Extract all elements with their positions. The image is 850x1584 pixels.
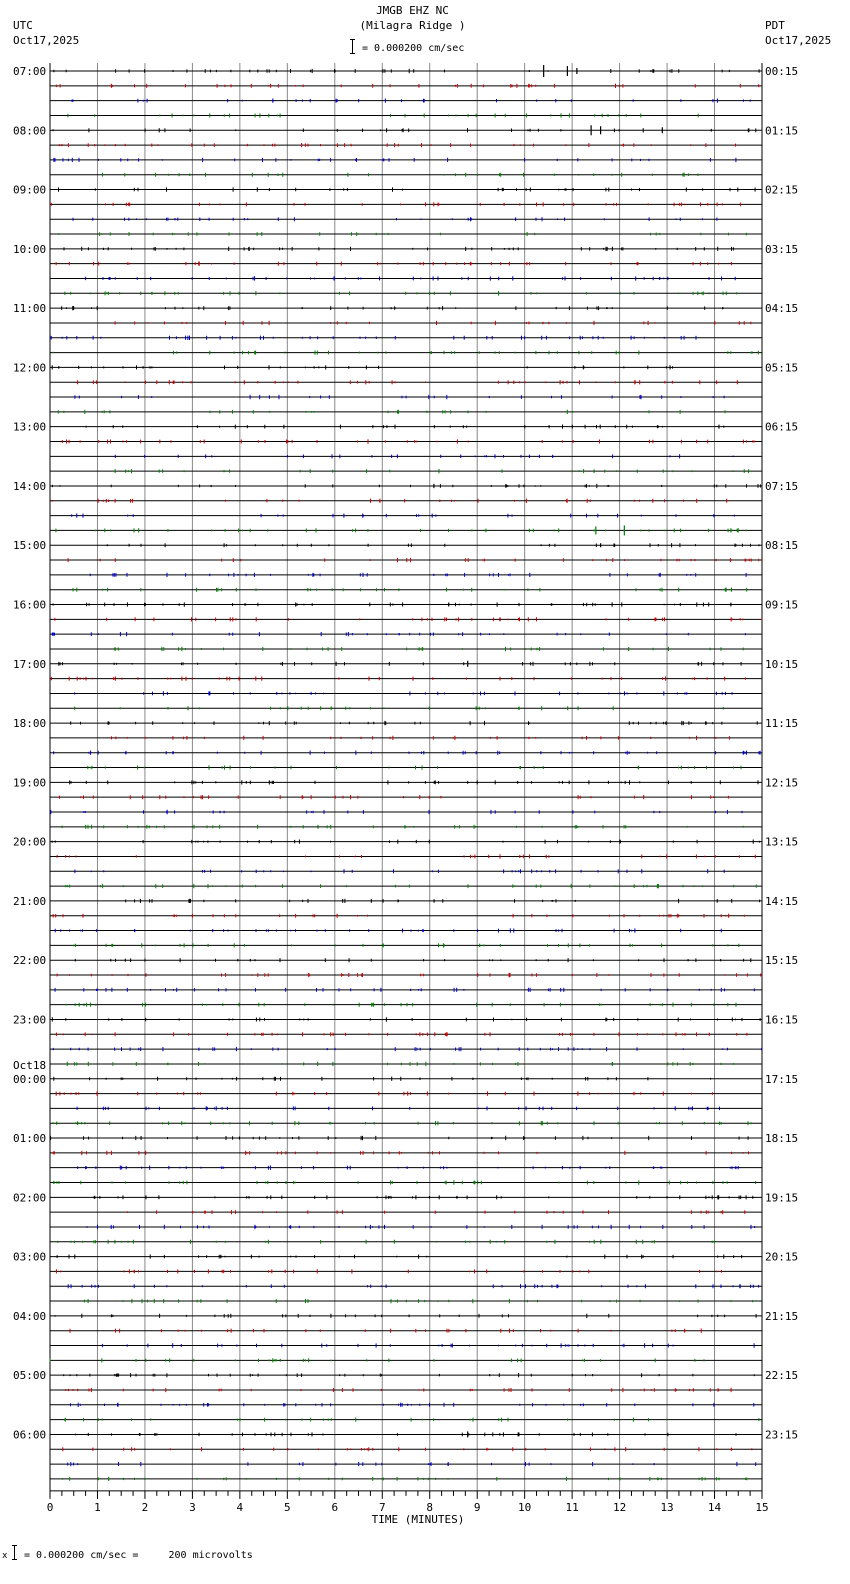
left-timezone: UTC <box>13 19 33 32</box>
utc-hour-label: 21:00 <box>13 894 47 908</box>
scale-label: = 0.000200 cm/sec <box>362 43 465 54</box>
pdt-hour-label: 03:15 <box>765 242 799 256</box>
grid <box>50 63 762 1491</box>
x-axis-title: TIME (MINUTES) <box>371 1512 465 1526</box>
right-timezone: PDT <box>765 19 785 32</box>
pdt-hour-label: 14:15 <box>765 894 799 908</box>
utc-hour-label: 16:00 <box>13 598 47 612</box>
utc-hour-label: 04:00 <box>13 1309 47 1323</box>
pdt-hour-label: 09:15 <box>765 598 799 612</box>
utc-hour-label: 19:00 <box>13 776 47 790</box>
pdt-hour-label: 19:15 <box>765 1191 799 1205</box>
utc-hour-label: 11:00 <box>13 302 47 316</box>
x-tick-label: 8 <box>426 1500 434 1514</box>
pdt-hour-label: 10:15 <box>765 657 799 671</box>
utc-hour-label: 23:00 <box>13 1013 47 1027</box>
utc-hour-label: 14:00 <box>13 479 47 493</box>
pdt-hour-label: 07:15 <box>765 479 799 493</box>
utc-hour-label: 18:00 <box>13 717 47 731</box>
site-name: (Milagra Ridge ) <box>359 19 466 32</box>
pdt-hour-label: 17:15 <box>765 1072 799 1086</box>
pdt-hour-label: 11:15 <box>765 717 799 731</box>
x-tick-label: 9 <box>473 1500 481 1514</box>
utc-hour-label: 05:00 <box>13 1369 47 1383</box>
utc-hour-label: 01:00 <box>13 1132 47 1146</box>
x-tick-label: 5 <box>284 1500 291 1514</box>
x-axis <box>47 1491 769 1526</box>
pdt-hour-label: 15:15 <box>765 954 799 968</box>
x-tick-label: 2 <box>141 1500 149 1514</box>
event-spikes <box>449 65 663 1437</box>
x-tick-label: 6 <box>331 1500 339 1514</box>
utc-hour-label: 08:00 <box>13 124 47 138</box>
footer-scale-label: = 0.000200 cm/sec = 200 microvolts <box>24 1550 253 1561</box>
x-tick-label: 11 <box>565 1500 579 1514</box>
pdt-hour-label: 04:15 <box>765 302 799 316</box>
utc-hour-label: 13:00 <box>13 420 47 434</box>
x-tick-label: 10 <box>518 1500 532 1514</box>
right-date: Oct17,2025 <box>765 34 832 47</box>
utc-hour-label: 06:00 <box>13 1428 47 1442</box>
utc-hour-label: 12:00 <box>13 361 47 375</box>
pdt-hour-label: 06:15 <box>765 420 799 434</box>
pdt-hour-label: 08:15 <box>765 539 799 553</box>
trace-lines <box>50 71 762 1479</box>
pdt-hour-label: 21:15 <box>765 1309 799 1323</box>
pdt-hour-label: 12:15 <box>765 776 799 790</box>
pdt-hour-label: 01:15 <box>765 124 799 138</box>
utc-hour-label: 10:00 <box>13 242 47 256</box>
pdt-hour-label: 20:15 <box>765 1250 799 1264</box>
utc-hour-label: 22:00 <box>13 954 47 968</box>
x-tick-label: 14 <box>707 1500 722 1514</box>
pdt-hour-label: 23:15 <box>765 1428 799 1442</box>
pdt-hour-label: 13:15 <box>765 835 799 849</box>
pdt-hour-label: 00:15 <box>765 65 799 78</box>
utc-hour-label: 17:00 <box>13 657 47 671</box>
pdt-hour-label: 22:15 <box>765 1369 799 1383</box>
x-tick-label: 3 <box>189 1500 196 1514</box>
footer-marker: x <box>2 1551 8 1561</box>
x-tick-label: 4 <box>236 1500 244 1514</box>
utc-hour-label: 20:00 <box>13 835 47 849</box>
x-tick-label: 0 <box>46 1500 54 1514</box>
utc-hour-label: 02:00 <box>13 1191 47 1205</box>
utc-hour-label: 07:00 <box>13 65 47 78</box>
utc-hour-label: 09:00 <box>13 183 47 197</box>
pdt-hour-label: 02:15 <box>765 183 799 197</box>
pdt-hour-label: 18:15 <box>765 1132 799 1146</box>
x-tick-label: 13 <box>660 1500 674 1514</box>
pdt-hour-label: 05:15 <box>765 361 799 375</box>
pdt-hour-label: 16:15 <box>765 1013 799 1027</box>
utc-hour-label: 15:00 <box>13 539 47 553</box>
x-tick-label: 1 <box>94 1500 101 1514</box>
x-tick-label: 12 <box>612 1500 627 1514</box>
station-title: JMGB EHZ NC <box>376 4 449 17</box>
left-date: Oct17,2025 <box>13 34 80 47</box>
utc-hour-label: 03:00 <box>13 1250 47 1264</box>
utc-hour-label: 00:00 <box>13 1072 47 1086</box>
utc-date-label: Oct18 <box>13 1058 47 1072</box>
trace-noise <box>50 69 762 1481</box>
x-tick-label: 7 <box>378 1500 386 1514</box>
x-tick-label: 15 <box>755 1500 769 1514</box>
